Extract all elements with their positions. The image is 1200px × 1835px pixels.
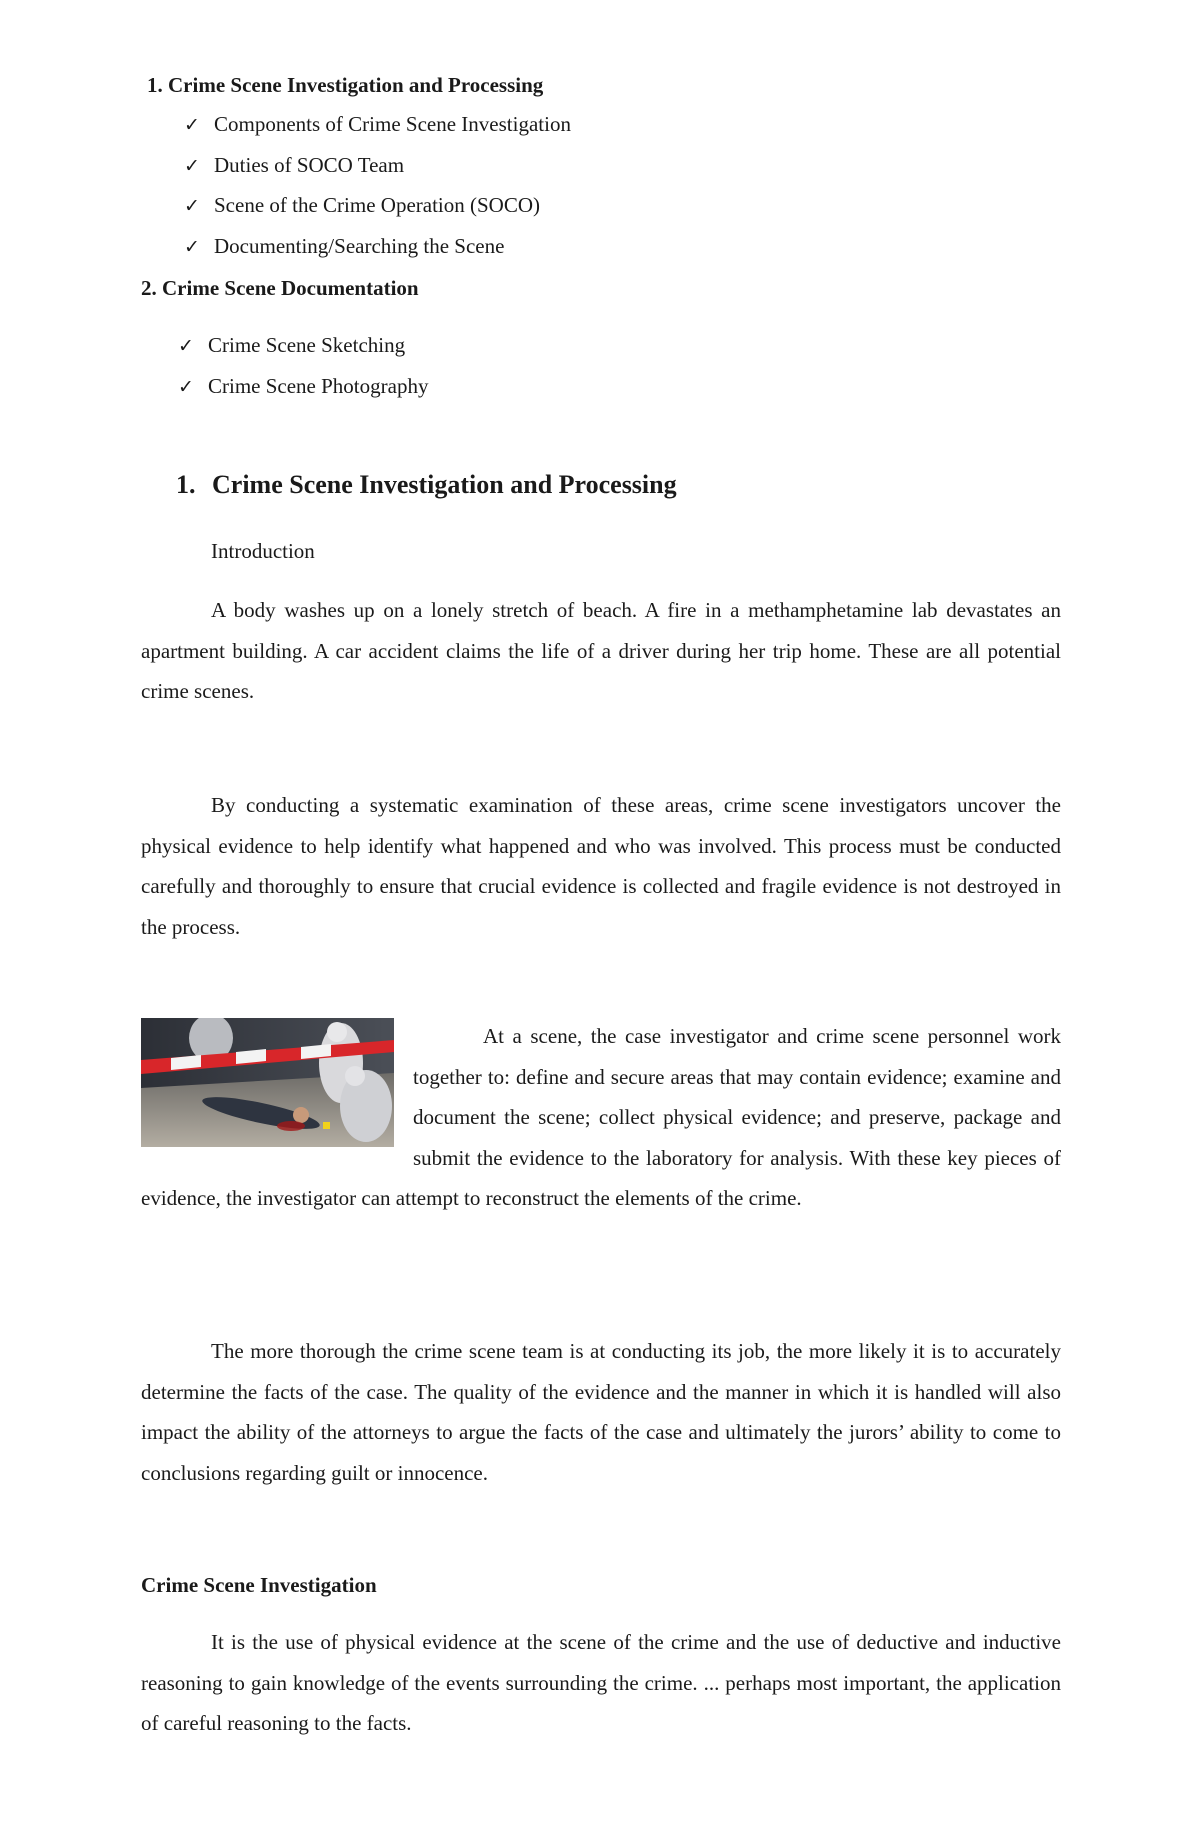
paragraph-text: By conducting a systematic examination of these areas, crime scene investigators uncover the physical evidence to help identify what happened and who was involved. This process must be conducted carefully and thoroughly to ensure that crucial evidence is collected and fragile evidence is not destroyed in the process. bbox=[141, 793, 1061, 939]
checkmark-icon: ✓ bbox=[184, 195, 200, 217]
section-heading bbox=[176, 470, 677, 500]
section-title: Crime Scene Investigation and Processing bbox=[212, 470, 677, 499]
toc-section1-title: 1. Crime Scene Investigation and Processing bbox=[147, 73, 544, 97]
paragraph-text: The more thorough the crime scene team is at conducting its job, the more likely it is to accurately determine the facts of the case. The quality of the evidence and the manner in which it is handled will also impact the ability of the attorneys to argue the facts of the case and ultimately the jurors’ ability to come to conclusions regarding guilt or innocence. bbox=[141, 1339, 1061, 1485]
paragraph-text: A body washes up on a lonely stretch of beach. A fire in a methamphetamine lab devastates an apartment building. A car accident claims the life of a driver during her trip home. These are all potential crime scenes. bbox=[141, 598, 1061, 703]
toc-item bbox=[184, 112, 571, 137]
paragraph bbox=[141, 1622, 1061, 1744]
paragraph bbox=[141, 1331, 1061, 1493]
toc-item-label: Crime Scene Sketching bbox=[208, 333, 406, 357]
section-number: 1. bbox=[176, 470, 196, 499]
checkmark-icon: ✓ bbox=[178, 335, 194, 357]
checkmark-icon: ✓ bbox=[184, 236, 200, 258]
checkmark-icon: ✓ bbox=[184, 155, 200, 177]
checkmark-icon: ✓ bbox=[178, 376, 194, 398]
paragraph-text: At a scene, the case investigator and crime scene personnel work together to: define and secure areas that may contain evidence; examine and document the scene; collect physical evidence; and preserve, package and submit the evidence to the laboratory for analysis. With these key pieces of evidence, the investigator can attempt to reconstruct the elements of the crime. bbox=[141, 1024, 1061, 1210]
toc-item bbox=[184, 193, 540, 218]
toc-section2-title: 2. Crime Scene Documentation bbox=[141, 276, 419, 300]
toc-item bbox=[178, 374, 428, 399]
toc-item bbox=[184, 153, 404, 178]
toc-item-label: Crime Scene Photography bbox=[208, 374, 429, 398]
toc-item-label: Documenting/Searching the Scene bbox=[214, 234, 505, 258]
paragraph-text: It is the use of physical evidence at the scene of the crime and the use of deductive and inductive reasoning to gain knowledge of the events surrounding the crime. ... perhaps most important, the application of careful reasoning to the facts. bbox=[141, 1630, 1061, 1735]
toc-item bbox=[178, 333, 405, 358]
toc-item-label: Scene of the Crime Operation (SOCO) bbox=[214, 193, 541, 217]
toc-item-label: Components of Crime Scene Investigation bbox=[214, 112, 571, 136]
toc-item-label: Duties of SOCO Team bbox=[214, 153, 405, 177]
paragraph bbox=[141, 785, 1061, 947]
paragraph bbox=[141, 590, 1061, 712]
paragraph-with-image bbox=[141, 1016, 1061, 1219]
intro-label: Introduction bbox=[211, 539, 315, 563]
toc-item bbox=[184, 234, 504, 259]
subsection-title: Crime Scene Investigation bbox=[141, 1573, 377, 1597]
checkmark-icon: ✓ bbox=[184, 114, 200, 136]
